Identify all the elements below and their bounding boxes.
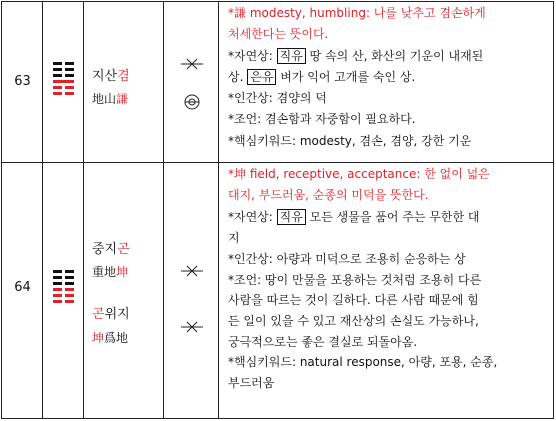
- description-title: *坤 field, receptive, acceptance: 한 없이 넓은: [228, 167, 490, 181]
- hexagram-number: 64: [14, 280, 31, 295]
- hexagram-symbol: [53, 270, 74, 306]
- hexagram-alt-name-hanja: 坤爲地: [92, 331, 129, 345]
- boxed-label: 직유: [277, 48, 306, 64]
- table-row-64: [1, 163, 554, 419]
- keywords-cont: 부드러움: [228, 376, 275, 391]
- hexagram-number: 63: [14, 74, 31, 89]
- description-title-cont: 처세한다는 뜻이다.: [228, 27, 329, 42]
- hexagram-name-hanja: 地山謙: [92, 92, 129, 106]
- nature-image: *자연상: 직유 모든 생물을 품어 주는 무한한 대: [228, 210, 480, 225]
- advice-cont: 궁극적으로는 좋은 결실로 되돌아옴.: [228, 334, 418, 349]
- boxed-label: 직유: [277, 209, 306, 225]
- hexagram-name-korean: 중지곤: [92, 242, 130, 257]
- cross-icon: [181, 56, 203, 72]
- hexagram-description: [228, 164, 547, 394]
- hexagram-alt-name-korean: 곤위지: [92, 307, 130, 322]
- table-row-63: [1, 1, 554, 163]
- nature-image-cont: 지: [228, 231, 240, 246]
- cross-icon: [181, 319, 203, 335]
- description-title: *謙 modesty, humbling: 나를 낮추고 겸손하게: [228, 6, 486, 20]
- advice: *조언: 땅이 만물을 포용하는 것처럼 조용히 다른: [228, 272, 482, 287]
- advice: *조언: 겸손함과 자중함이 필요하다.: [228, 112, 416, 127]
- hexagram-name-hanja: 重地坤: [92, 265, 129, 279]
- keywords: *핵심키워드: natural response, 아량, 포용, 순종,: [228, 355, 498, 370]
- keywords: *핵심키워드: modesty, 겸손, 겸양, 강한 기운: [228, 133, 472, 148]
- circle-icon: [181, 94, 203, 110]
- hexagram-description: [228, 3, 547, 152]
- cross-icon: [181, 263, 203, 279]
- advice-cont: 든 일이 있을 수 있고 재산상의 손실도 가능하나,: [228, 313, 479, 328]
- hexagram-table: [1, 1, 554, 419]
- hexagram-symbol: [53, 62, 74, 98]
- nature-image-cont: 상. 은유 벼가 익어 고개를 숙인 상.: [228, 69, 416, 84]
- human-image: *인간상: 겸양의 덕: [228, 91, 327, 106]
- description-title-cont: 대지, 부드러움, 순종의 미덕을 뜻한다.: [228, 187, 429, 202]
- human-image: *인간상: 아량과 미덕으로 조용히 순응하는 상: [228, 251, 466, 266]
- boxed-label: 은유: [247, 69, 276, 85]
- advice-cont: 사람을 따르는 것이 길하다. 다른 사람 때문에 힘: [228, 293, 479, 308]
- hexagram-name-korean: 지산겸: [92, 69, 130, 84]
- nature-image: *자연상: 직유 땅 속의 산, 화산의 기운이 내재된: [228, 48, 484, 63]
